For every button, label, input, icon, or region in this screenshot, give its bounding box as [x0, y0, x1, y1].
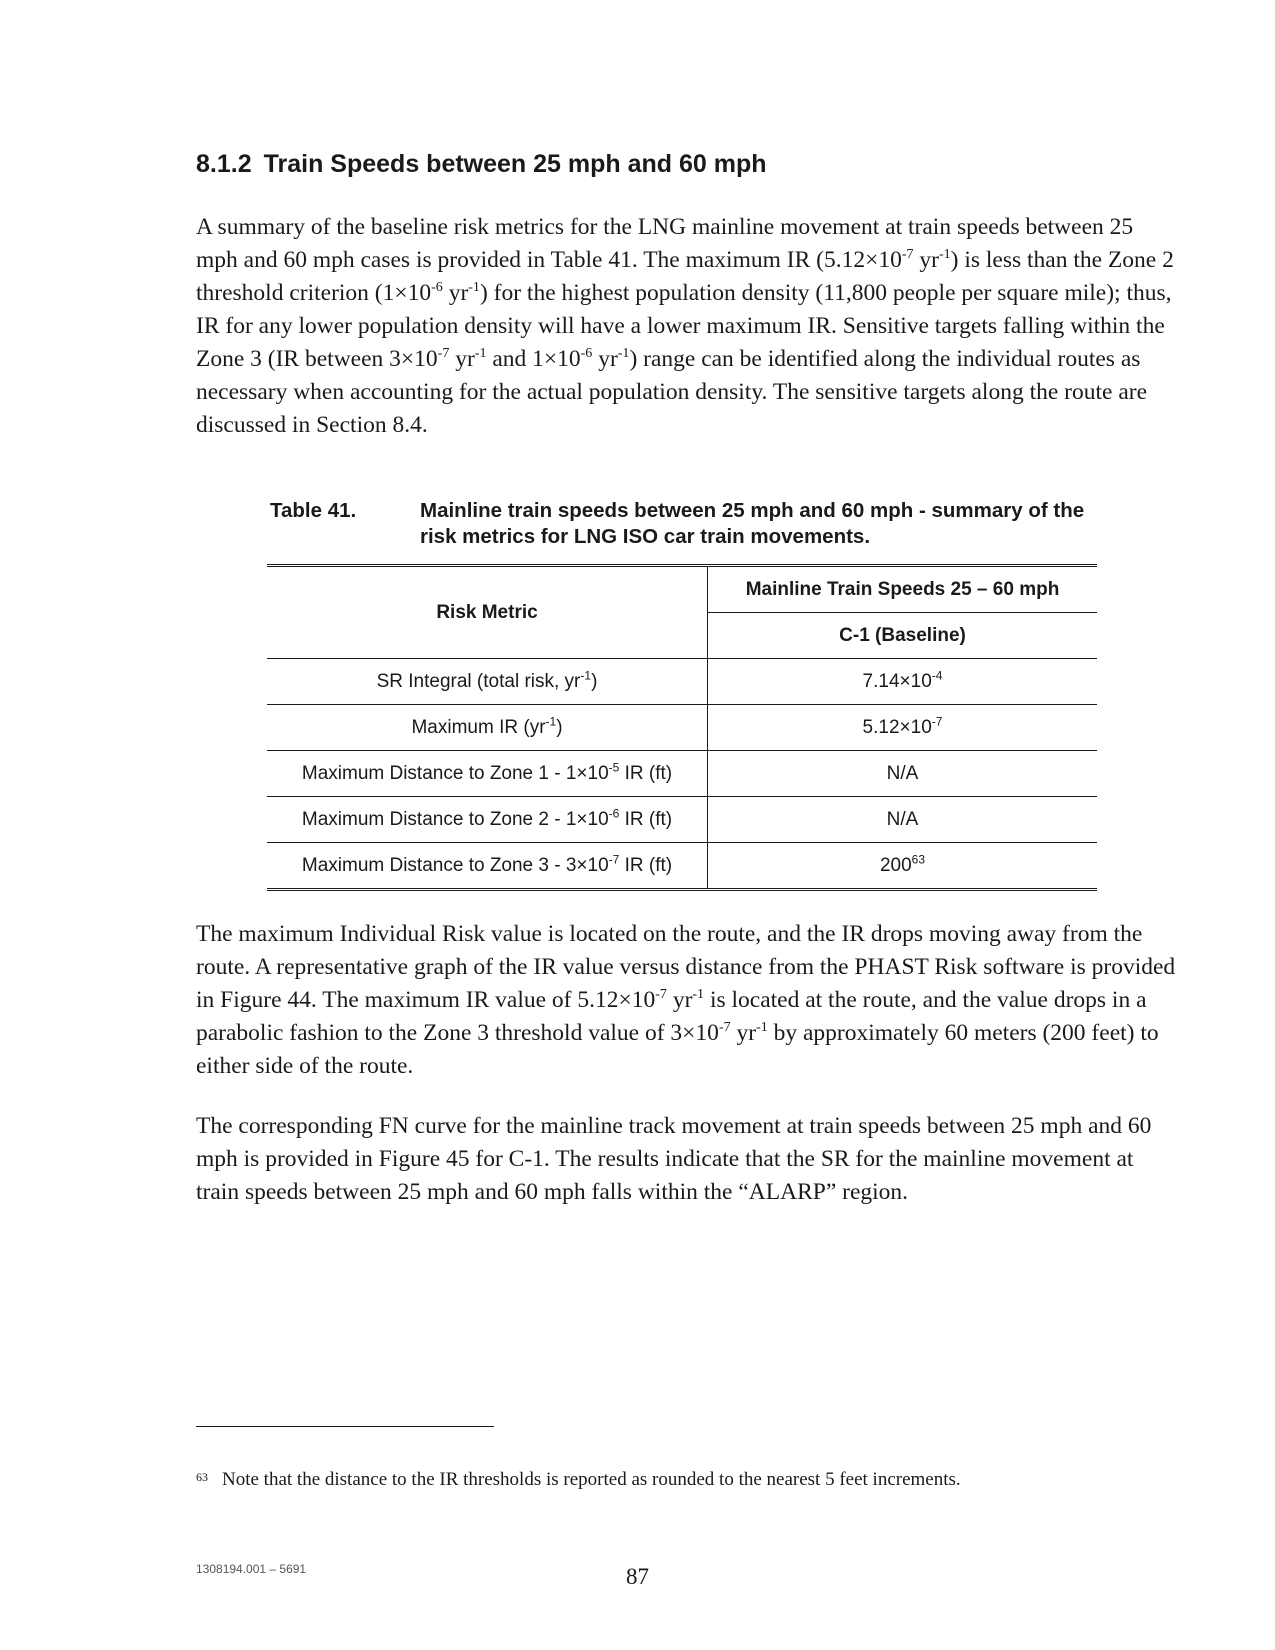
header-risk-metric: Risk Metric	[267, 566, 708, 659]
section-title: Train Speeds between 25 mph and 60 mph	[263, 150, 767, 178]
text-run: yr	[730, 1020, 757, 1046]
text-run: ) is less than the Zone 2 threshold criterion (1×10	[196, 247, 1174, 306]
text-run: yr	[442, 280, 469, 306]
value-cell	[708, 797, 1098, 843]
metric-cell	[267, 843, 708, 890]
metric-cell	[267, 705, 708, 751]
metric-text: SR Integral (total risk, yr	[376, 670, 581, 692]
superscript: -7	[437, 346, 450, 362]
metric-cell	[267, 797, 708, 843]
superscript: -6	[431, 280, 443, 296]
metric-text: IR (ft)	[619, 808, 673, 830]
text-run: A summary of the baseline risk metrics for the LNG mainline movement at train speeds between 25 mph and 60 mph cases is provided in Table 41. The maximum IR (5.12×10	[196, 214, 1134, 273]
paragraph-ir-graph	[196, 918, 1176, 1083]
superscript: -7	[931, 714, 943, 729]
superscript: -1	[756, 1020, 768, 1036]
value-text: 200	[879, 854, 912, 876]
table-caption-text: Mainline train speeds between 25 mph and 60 mph - summary of the risk metrics for LNG ISO car train movements.	[420, 499, 1085, 548]
metric-text: Maximum Distance to Zone 3 - 3×10	[301, 854, 609, 876]
superscript: -1	[545, 714, 557, 729]
section-heading	[196, 150, 767, 179]
value-cell	[708, 659, 1098, 705]
superscript: -7	[655, 987, 667, 1003]
superscript: -7	[901, 247, 914, 263]
value-cell	[708, 843, 1098, 890]
value-text: N/A	[886, 762, 919, 784]
superscript: -1	[617, 346, 630, 362]
metric-text: Maximum IR (yr	[411, 716, 546, 738]
superscript: -1	[468, 280, 480, 296]
superscript: -1	[938, 247, 951, 263]
value-text: 5.12×10	[862, 716, 932, 738]
text-run: by approximately 60 meters (200 feet) to either side of the route.	[196, 1020, 1159, 1079]
table-row	[267, 659, 1097, 705]
footnote	[196, 1468, 1176, 1492]
metric-text: )	[591, 670, 598, 692]
metric-text: Maximum Distance to Zone 1 - 1×10	[301, 762, 609, 784]
metric-text: Maximum Distance to Zone 2 - 1×10	[301, 808, 609, 830]
text-run: and 1×10	[486, 346, 581, 372]
text-run: yr	[449, 346, 475, 372]
superscript: -5	[608, 760, 620, 775]
superscript: -1	[692, 987, 705, 1003]
text-run: is located at the route, and the value drops in a parabolic fashion to the Zone 3 threshold value of 3×10	[196, 987, 1147, 1046]
footnote-divider	[196, 1426, 494, 1427]
table-row	[267, 705, 1097, 751]
header-c1-baseline: C-1 (Baseline)	[708, 613, 1098, 659]
value-cell	[708, 705, 1098, 751]
superscript: -6	[580, 346, 593, 362]
table-row	[267, 797, 1097, 843]
superscript: -7	[718, 1020, 731, 1036]
table-row	[267, 751, 1097, 797]
text-run: yr	[592, 346, 618, 372]
superscript: -1	[474, 346, 487, 362]
value-cell	[708, 751, 1098, 797]
document-id: 1308194.001 – 5691	[196, 1562, 307, 1576]
risk-metrics-table	[267, 564, 1097, 891]
text-run: yr	[666, 987, 693, 1013]
metric-cell	[267, 659, 708, 705]
header-mainline-speeds: Mainline Train Speeds 25 – 60 mph	[708, 566, 1098, 613]
text-run: yr	[913, 247, 939, 273]
superscript: -4	[931, 668, 943, 683]
text-run: The maximum Individual Risk value is located on the route, and the IR drops moving away from the route. A representative graph of the IR value versus distance from the PHAST Risk software is provided in Figure 44. The maximum IR value of 5.12×10	[196, 921, 1176, 1013]
value-text: 7.14×10	[862, 670, 932, 692]
metric-text: )	[556, 716, 563, 738]
superscript: -7	[608, 852, 620, 867]
table-caption-label: Table 41.	[270, 499, 357, 522]
page-number: 87	[626, 1564, 649, 1589]
metric-cell	[267, 751, 708, 797]
paragraph-fn-curve: The corresponding FN curve for the mainline track movement at train speeds between 25 mph and 60 mph is provided in Figure 45 for C-1. The results indicate that the SR for the mainline movement at train speeds between 25 mph and 60 mph falls within the “ALARP” region.	[196, 1113, 1152, 1205]
footnote-text: Note that the distance to the IR thresholds is reported as rounded to the nearest 5 feet increments.	[222, 1469, 961, 1490]
superscript: -1	[580, 668, 592, 683]
text-run: ) range can be identified along the individual routes as necessary when accounting for the actual population density. The sensitive targets along the route are discussed in Section 8.4.	[196, 346, 1148, 438]
value-text: N/A	[886, 808, 919, 830]
superscript: -6	[608, 806, 620, 821]
footnote-mark: 63	[196, 1470, 208, 1484]
table-row	[267, 843, 1097, 890]
table-header-row	[267, 566, 1097, 613]
section-number: 8.1.2	[196, 150, 252, 178]
metric-text: IR (ft)	[619, 854, 673, 876]
paragraph-summary	[196, 211, 1176, 442]
footnote-reference: 63	[911, 852, 926, 867]
metric-text: IR (ft)	[619, 762, 673, 784]
text-run: ) for the highest population density (11,800 people per square mile); thus, IR for any lower population density will have a lower maximum IR. Sensitive targets falling within the Zone 3 (IR between 3×10	[196, 280, 1172, 372]
